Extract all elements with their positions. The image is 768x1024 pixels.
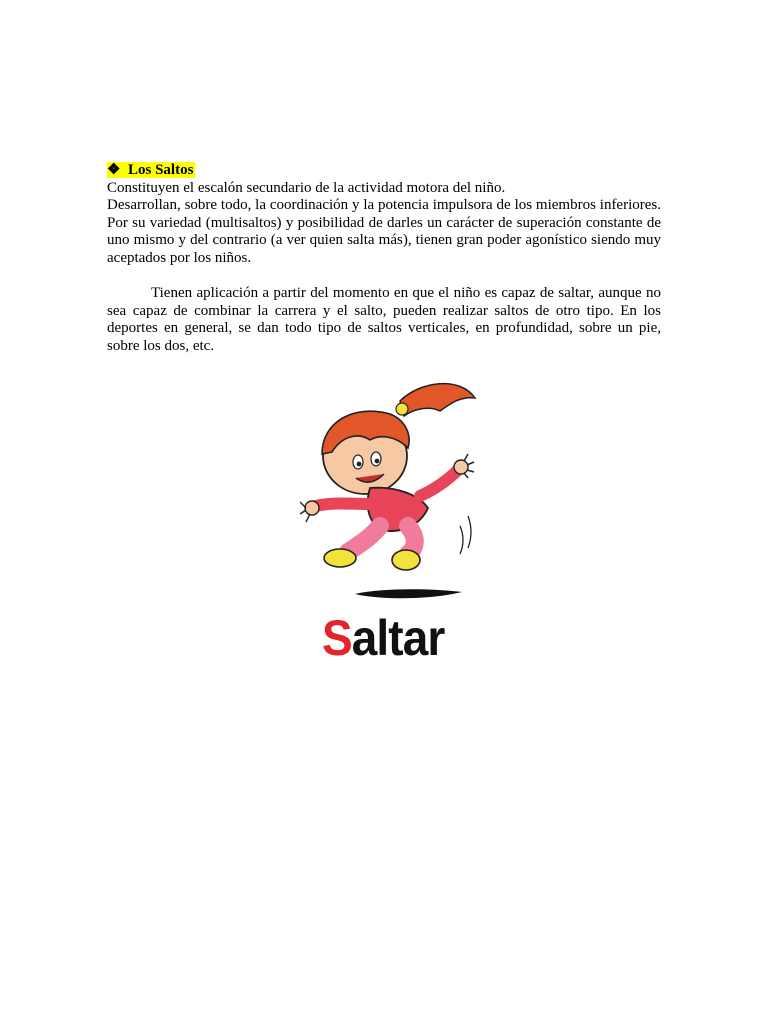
diamond-bullet-icon: ❖ bbox=[107, 162, 121, 178]
saltar-initial: S bbox=[322, 610, 352, 666]
saltar-rest: altar bbox=[351, 610, 445, 666]
child-drawing bbox=[300, 376, 480, 606]
paragraph-intro: Constituyen el escalón secundario de la actividad motora del niño. bbox=[107, 179, 506, 196]
paragraph-development: Desarrollan, sobre todo, la coordinación y la potencia impulsora de los miembros inferiores. Por su variedad (multisaltos) y posibilidad de darles un carácter de superación constante de uno mismo y del contrario (a ver quien salta más), tienen gran poder agonístico siendo muy aceptados por los niños. bbox=[107, 197, 661, 266]
heading-highlight bbox=[107, 162, 195, 178]
section-heading bbox=[107, 162, 661, 180]
paragraph-application: Tienen aplicación a partir del momento en que el niño es capaz de saltar, aunque no sea capaz de combinar la carrera y el salto, pueden realizar saltos de otro tipo. En los deportes en general, se dan todo tipo de saltos verticales, en profundidad, sobre un pie, sobre los dos, etc. bbox=[107, 285, 661, 354]
saltar-label bbox=[322, 612, 444, 664]
document-body bbox=[107, 162, 661, 356]
paragraph-spacer bbox=[107, 268, 661, 286]
heading-title: Los Saltos bbox=[128, 162, 194, 178]
